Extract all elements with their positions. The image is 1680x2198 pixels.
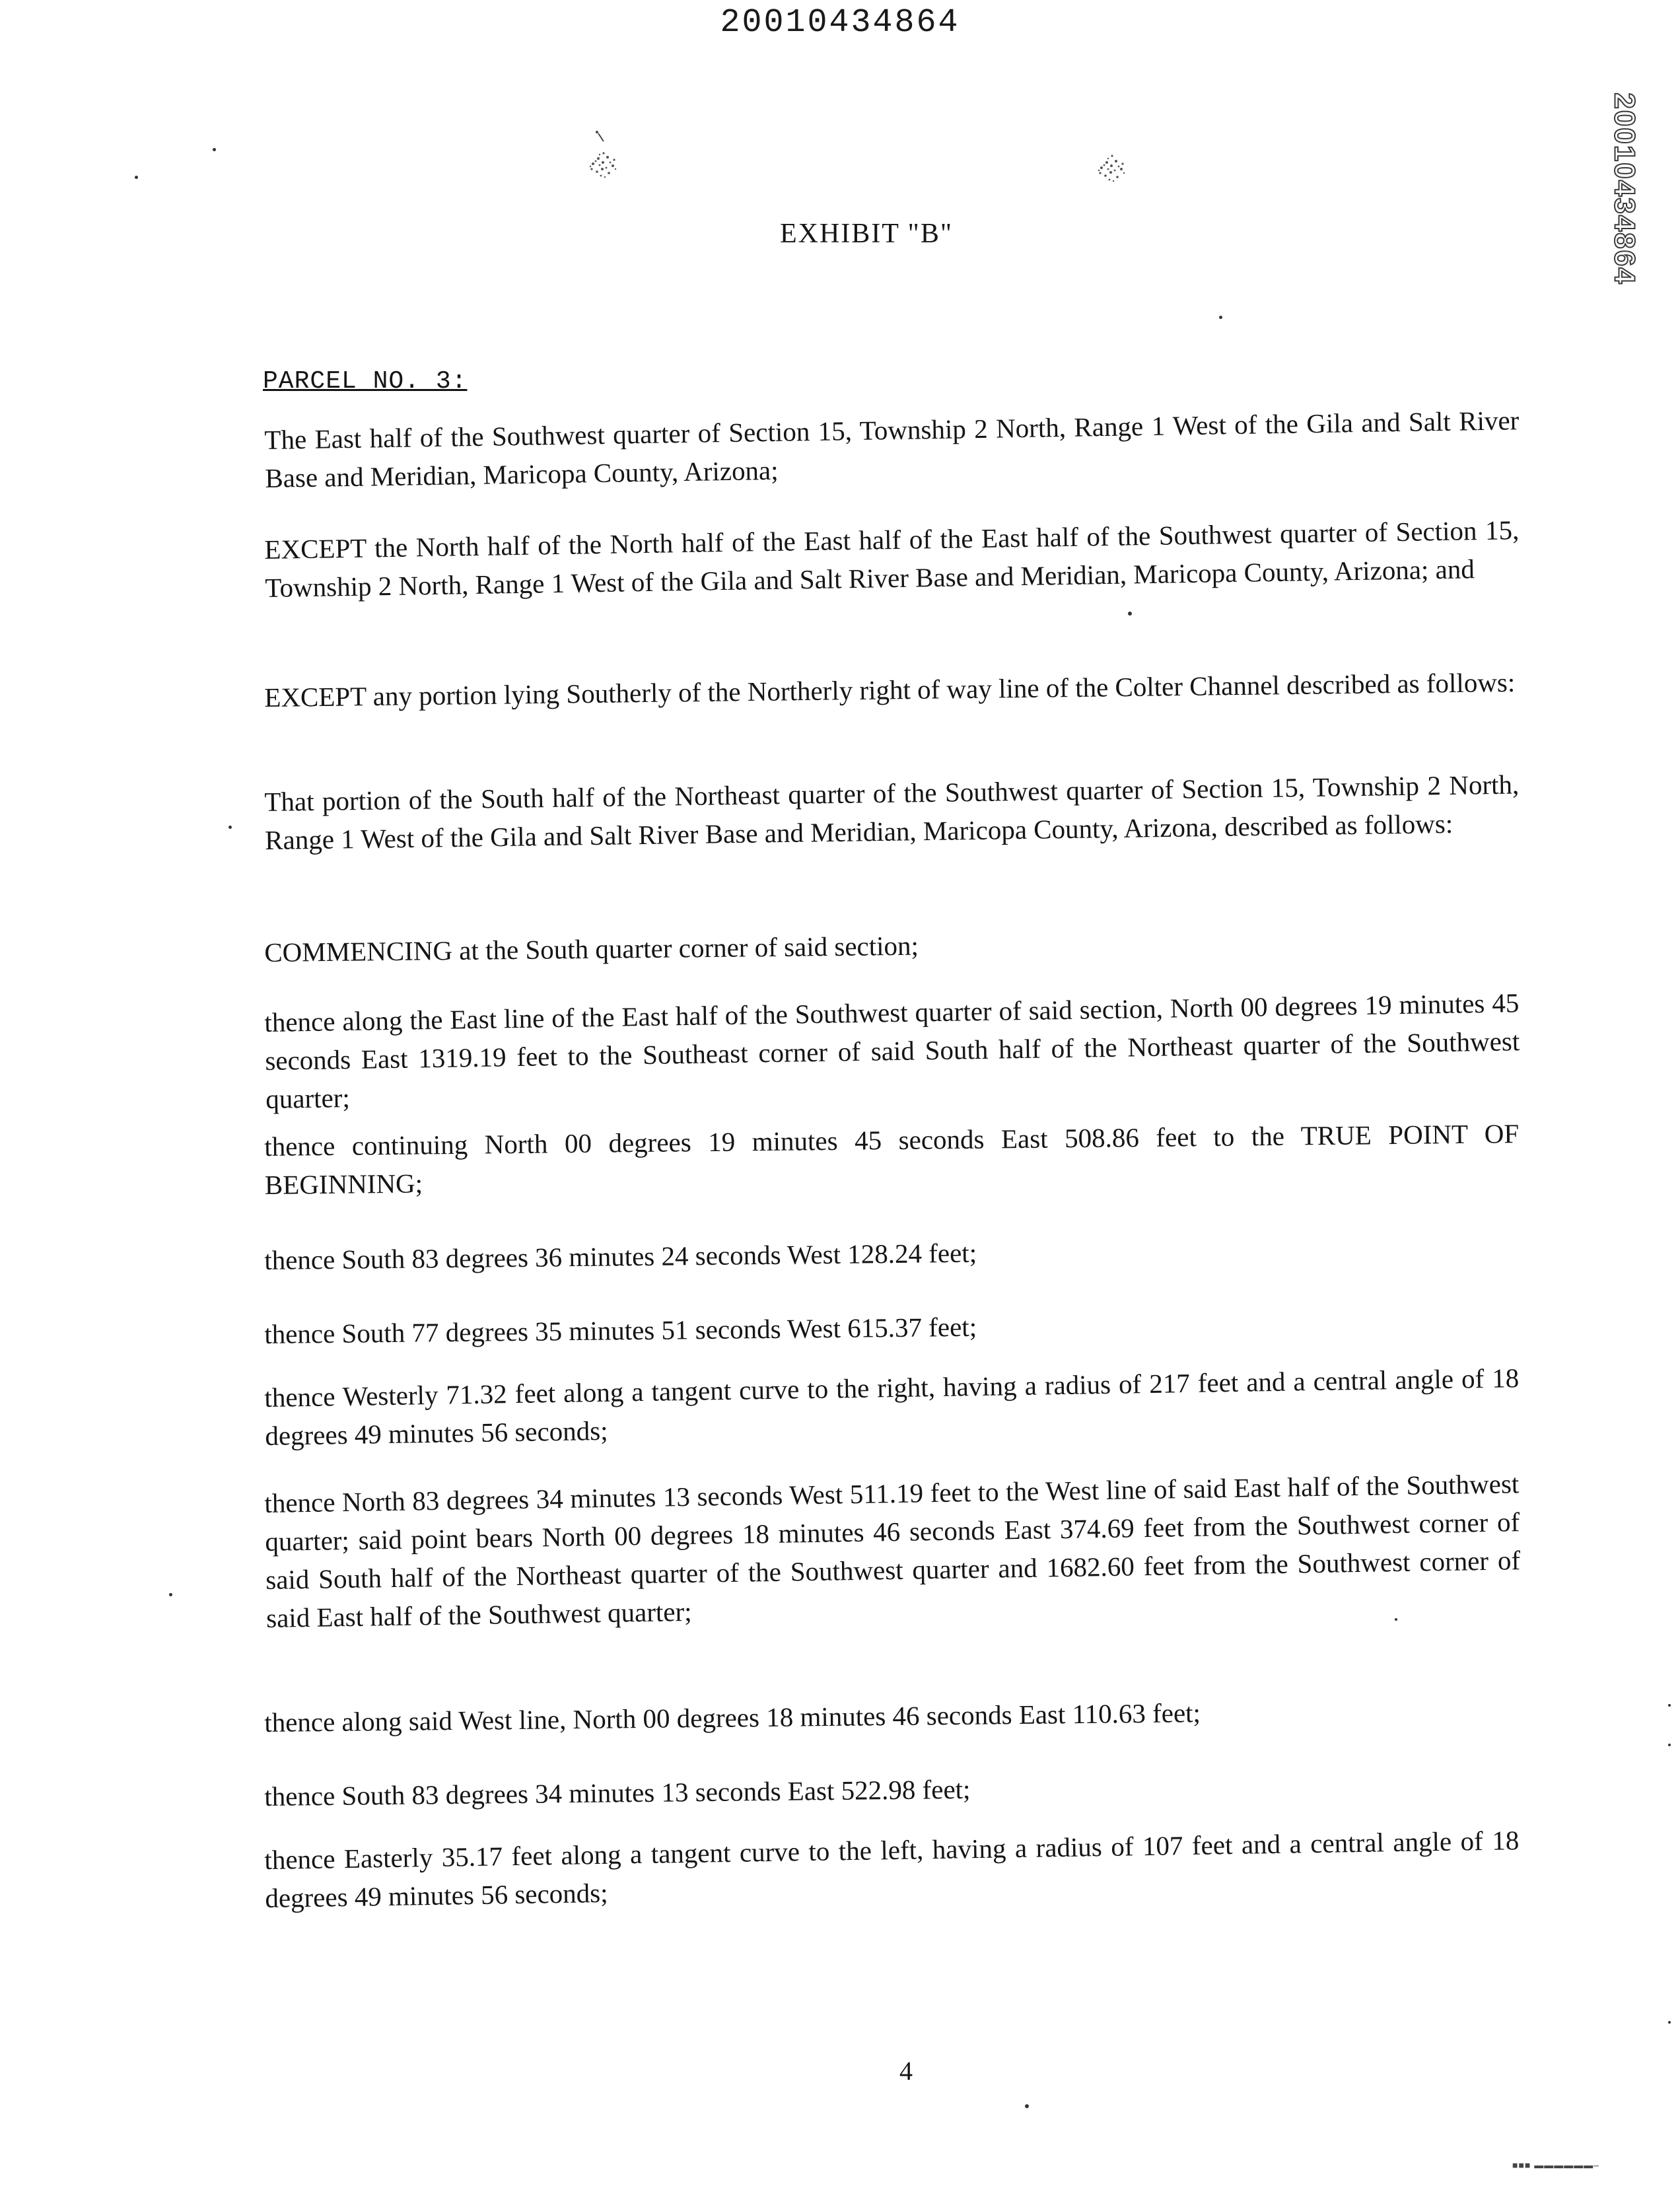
paragraph-curve-westerly: thence Westerly 71.32 feet along a tangent curve to the right, having a radius of 217 feet and a central angle of 18 degrees 49 minutes 56 seconds;: [264, 1363, 1520, 1451]
scan-speck: [213, 148, 216, 151]
margin-recording-stamp: [1598, 83, 1651, 295]
scan-speck: [169, 1593, 172, 1596]
paragraph-parcel-description: The East half of the Southwest quarter of Section 15, Township 2 North, Range 1 West of the Gila and Salt River Base and Meridian, Maricopa County, Arizona;: [264, 405, 1520, 493]
margin-stamp-text: 20010434864: [1609, 92, 1641, 285]
paragraph-course-south-83-east: thence South 83 degrees 34 minutes 13 seconds East 522.98 feet;: [264, 1773, 971, 1812]
scan-speck: [1025, 2104, 1029, 2108]
paragraph-curve-easterly: thence Easterly 35.17 feet along a tangent curve to the left, having a radius of 107 feet and a central angle of 18 degrees 49 minutes 56 seconds;: [264, 1825, 1520, 1913]
paragraph-course-east-line: thence along the East line of the East half of the Southwest quarter of said section, North 00 degrees 19 minutes 45 seconds East 1319.19 feet to the Southeast corner of said South half of the Northeast quarter of the Southwest quarter;: [264, 987, 1520, 1114]
paragraph-portion-description: That portion of the South half of the Northeast quarter of the Southwest quarter of Section 15, Township 2 North, Range 1 West of the Gila and Salt River Base and Meridian, Maricopa County, Arizona, described as follows:: [264, 769, 1520, 855]
paragraph-course-south-77: thence South 77 degrees 35 minutes 51 seconds West 615.37 feet;: [264, 1311, 977, 1349]
scan-speck: [135, 176, 138, 179]
parcel-label: PARCEL NO. 3:: [263, 367, 468, 396]
scan-speck: [1219, 316, 1222, 319]
paragraph-exception-colter-channel: EXCEPT any portion lying Southerly of the Northerly right of way line of the Colter Channel described as follows:: [264, 666, 1516, 713]
paragraph-course-south-83: thence South 83 degrees 36 minutes 24 seconds West 128.24 feet;: [264, 1237, 977, 1275]
paragraph-course-west-line: thence along said West line, North 00 degrees 18 minutes 46 seconds East 110.63 feet;: [264, 1697, 1201, 1738]
seal-stamp-left-icon: [573, 129, 633, 189]
seal-stamp-right-icon: [1082, 136, 1141, 195]
paragraph-exception-north-half: EXCEPT the North half of the North half of the East half of the East half of the Southwest quarter of Section 15, Township 2 North, Range 1 West of the Gila and Salt River Base and Meridian, Maricopa County, Arizona; and: [264, 514, 1520, 603]
scan-speck: [1395, 1618, 1397, 1621]
scan-speck: [1668, 1744, 1671, 1746]
recording-number: 20010434864: [720, 4, 960, 42]
scan-noise-mark: ■■■ ▬▬▬▬▬▬–: [1512, 2160, 1600, 2170]
scan-speck: [1668, 2021, 1671, 2024]
scan-speck: [1128, 612, 1132, 616]
scan-speck: [228, 826, 232, 829]
paragraph-true-point-of-beginning: thence continuing North 00 degrees 19 minutes 45 seconds East 508.86 feet to the TRUE POINT OF BEGINNING;: [264, 1118, 1520, 1200]
paragraph-commencing: COMMENCING at the South quarter corner of said section;: [264, 930, 919, 968]
page-number: 4: [899, 2056, 913, 2086]
exhibit-title: EXHIBIT "B": [779, 219, 953, 249]
scan-speck: [1668, 1704, 1671, 1707]
paragraph-course-north-83: thence North 83 degrees 34 minutes 13 seconds West 511.19 feet to the West line of said East half of the Southwest quarter; said point bears North 00 degrees 18 minutes 46 seconds East 374.69 feet from the Southwest corner of said South half of the Northeast quarter of the Southwest quarter and 1682.60 feet from the Southwest corner of said East half of the Southwest quarter;: [264, 1468, 1521, 1633]
